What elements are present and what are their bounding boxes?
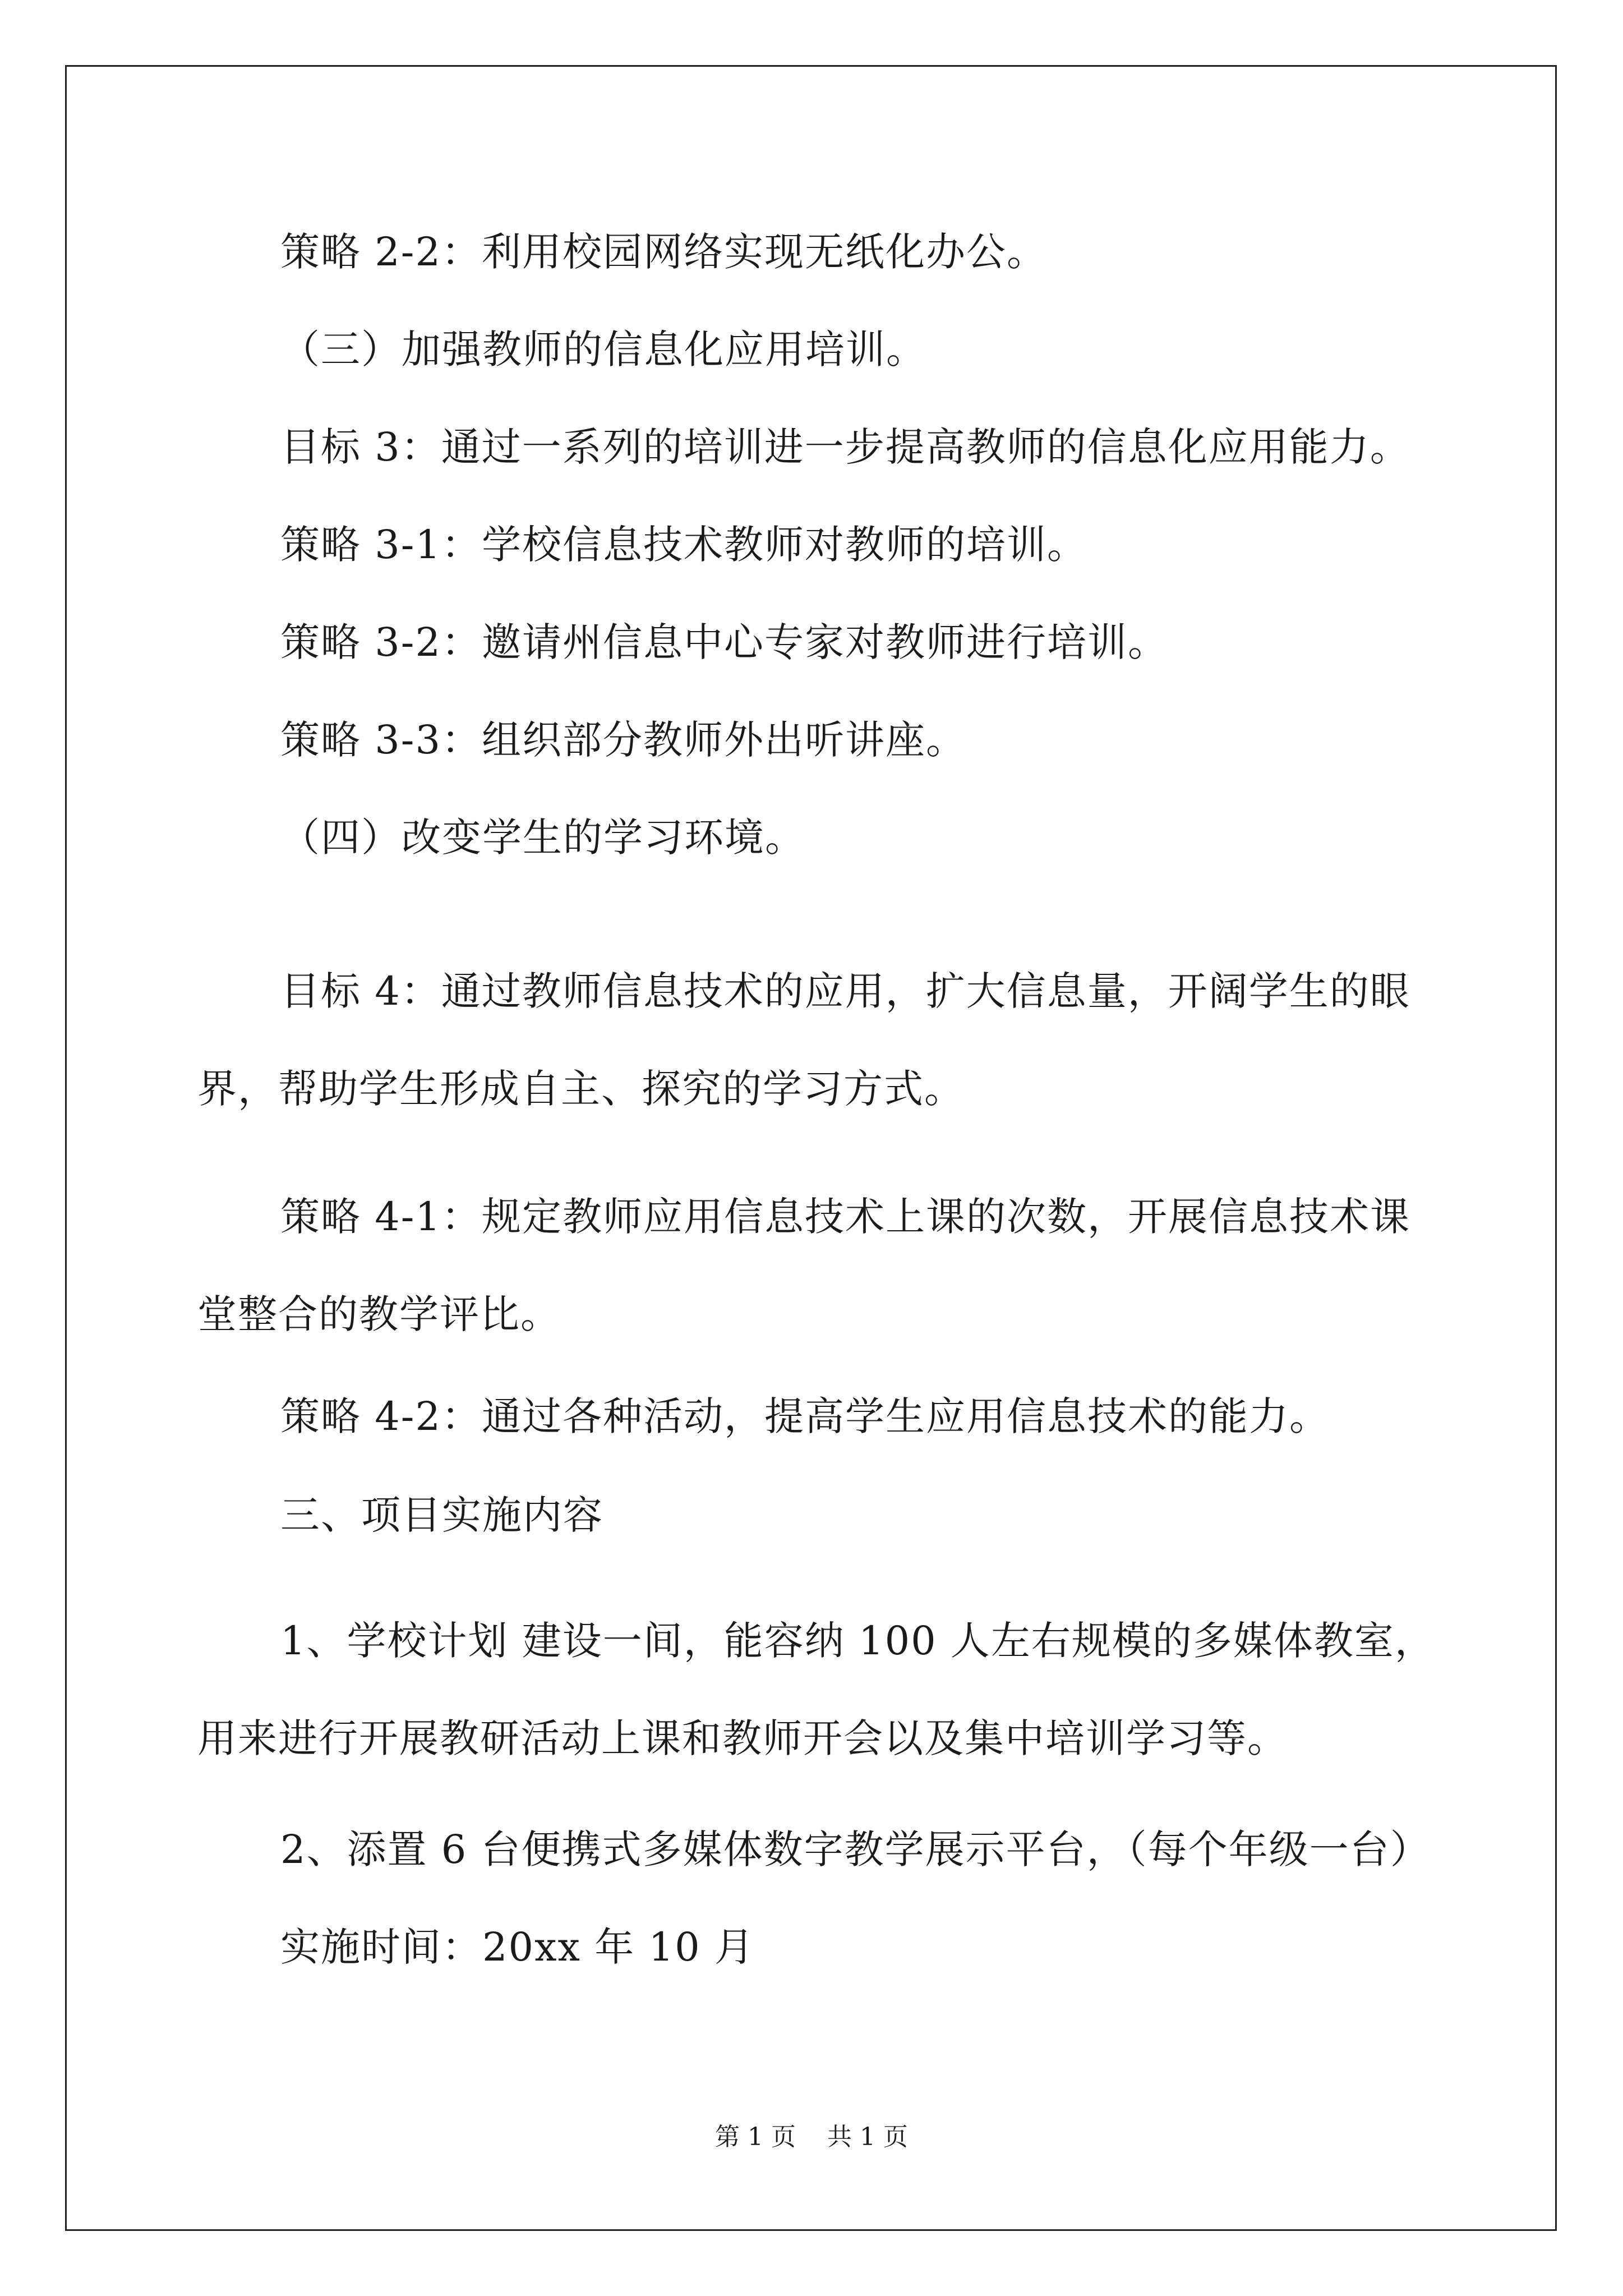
strategy-3-2: 策略 3-2：邀请州信息中心专家对教师进行培训。 xyxy=(280,619,1168,665)
strategy-3-1: 策略 3-1：学校信息技术教师对教师的培训。 xyxy=(280,522,1087,568)
item-2: 2、添置 6 台便携式多媒体数字教学展示平台，（每个年级一台） xyxy=(280,1826,1431,1872)
section-3-heading: （三）加强教师的信息化应用培训。 xyxy=(280,326,926,372)
page-number-footer: 第 1 页 共 1 页 xyxy=(715,2123,908,2151)
strategy-4-1-line-1: 策略 4-1：规定教师应用信息技术上课的次数，开展信息技术课 xyxy=(280,1194,1410,1240)
goal-4-line-2: 界，帮助学生形成自主、探究的学习方式。 xyxy=(197,1066,965,1112)
page-border xyxy=(65,65,1557,2231)
goal-3: 目标 3：通过一系列的培训进一步提高教师的信息化应用能力。 xyxy=(280,424,1410,470)
implementation-time: 实施时间：20xx 年 10 月 xyxy=(280,1924,755,1970)
strategy-4-2: 策略 4-2：通过各种活动，提高学生应用信息技术的能力。 xyxy=(280,1393,1330,1439)
item-1-line-2: 用来进行开展教研活动上课和教师开会以及集中培训学习等。 xyxy=(197,1715,1288,1761)
section-4-heading: （四）改变学生的学习环境。 xyxy=(280,815,805,861)
item-1-line-1: 1、学校计划 建设一间，能容纳 100 人左右规模的多媒体教室， xyxy=(280,1618,1435,1664)
section-three-heading: 三、项目实施内容 xyxy=(280,1492,603,1538)
goal-4-line-1: 目标 4：通过教师信息技术的应用，扩大信息量，开阔学生的眼 xyxy=(280,968,1410,1014)
strategy-3-3: 策略 3-3：组织部分教师外出听讲座。 xyxy=(280,717,966,763)
strategy-2-2: 策略 2-2：利用校园网络实现无纸化办公。 xyxy=(280,229,1047,275)
strategy-4-1-line-2: 堂整合的教学评比。 xyxy=(197,1291,561,1337)
